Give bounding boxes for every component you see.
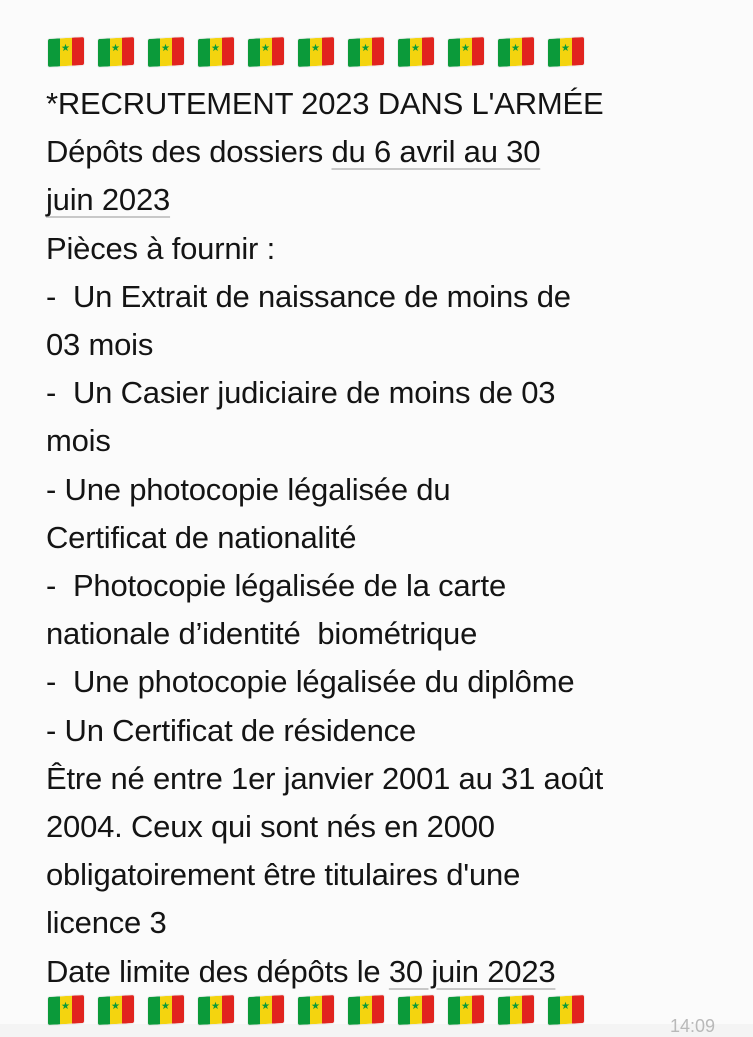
senegal-flag-icon (248, 37, 284, 67)
senegal-flag-icon (298, 37, 334, 67)
senegal-flag-icon (548, 37, 584, 67)
senegal-flag-icon (298, 995, 334, 1025)
senegal-flag-icon (398, 37, 434, 67)
deposit-dates-link[interactable]: du 6 avril au 30 (331, 134, 541, 170)
item-criminal-record-cont: mois (46, 423, 111, 459)
item-residence: - Un Certificat de résidence (46, 712, 417, 748)
deadline-date-link[interactable]: 30 juin 2023 (388, 953, 556, 989)
item-nationality-cont: Certificat de nationalité (46, 519, 357, 555)
birth-requirement-4: licence 3 (46, 905, 167, 941)
deadline-prefix: Date limite des dépôts le (46, 953, 389, 989)
senegal-flag-icon (98, 37, 134, 67)
item-birth-certificate: - Un Extrait de naissance de moins de (46, 278, 571, 314)
pieces-heading: Pièces à fournir : (46, 230, 276, 266)
senegal-flag-icon (48, 37, 84, 67)
message-text (46, 80, 726, 996)
birth-requirement: Être né entre 1er janvier 2001 au 31 août (46, 760, 604, 796)
item-id-card-cont: nationale d’identité biométrique (46, 616, 478, 652)
message-title: *RECRUTEMENT 2023 DANS L'ARMÉE (46, 86, 604, 121)
senegal-flag-icon (148, 995, 184, 1025)
deposit-dates-link-continued[interactable]: juin 2023 (46, 182, 171, 218)
senegal-flag-icon (448, 37, 484, 67)
deposit-line (46, 128, 726, 176)
flag-row-bottom (48, 996, 584, 1024)
item-criminal-record: - Un Casier judiciaire de moins de 03 (46, 375, 556, 411)
deposit-dates-line2 (46, 176, 726, 224)
senegal-flag-icon (48, 995, 84, 1025)
senegal-flag-icon (198, 995, 234, 1025)
senegal-flag-icon (498, 37, 534, 67)
senegal-flag-icon (498, 995, 534, 1025)
birth-requirement-3: obligatoirement être titulaires d'une (46, 857, 521, 893)
message-timestamp: 14:09 (669, 1016, 715, 1036)
senegal-flag-icon (398, 995, 434, 1025)
senegal-flag-icon (198, 37, 234, 67)
senegal-flag-icon (448, 995, 484, 1025)
item-birth-certificate-cont: 03 mois (46, 327, 154, 363)
senegal-flag-icon (348, 37, 384, 67)
flag-row-top (48, 38, 584, 66)
item-nationality: - Une photocopie légalisée du (46, 471, 451, 507)
deposit-prefix: Dépôts des dossiers (46, 134, 332, 170)
senegal-flag-icon (248, 995, 284, 1025)
item-diploma: - Une photocopie légalisée du diplôme (46, 664, 575, 700)
senegal-flag-icon (98, 995, 134, 1025)
deadline-line (46, 948, 726, 996)
senegal-flag-icon (548, 995, 584, 1025)
birth-requirement-2: 2004. Ceux qui sont nés en 2000 (46, 809, 495, 845)
senegal-flag-icon (148, 37, 184, 67)
senegal-flag-icon (348, 995, 384, 1025)
item-id-card: - Photocopie légalisée de la carte (46, 568, 507, 604)
